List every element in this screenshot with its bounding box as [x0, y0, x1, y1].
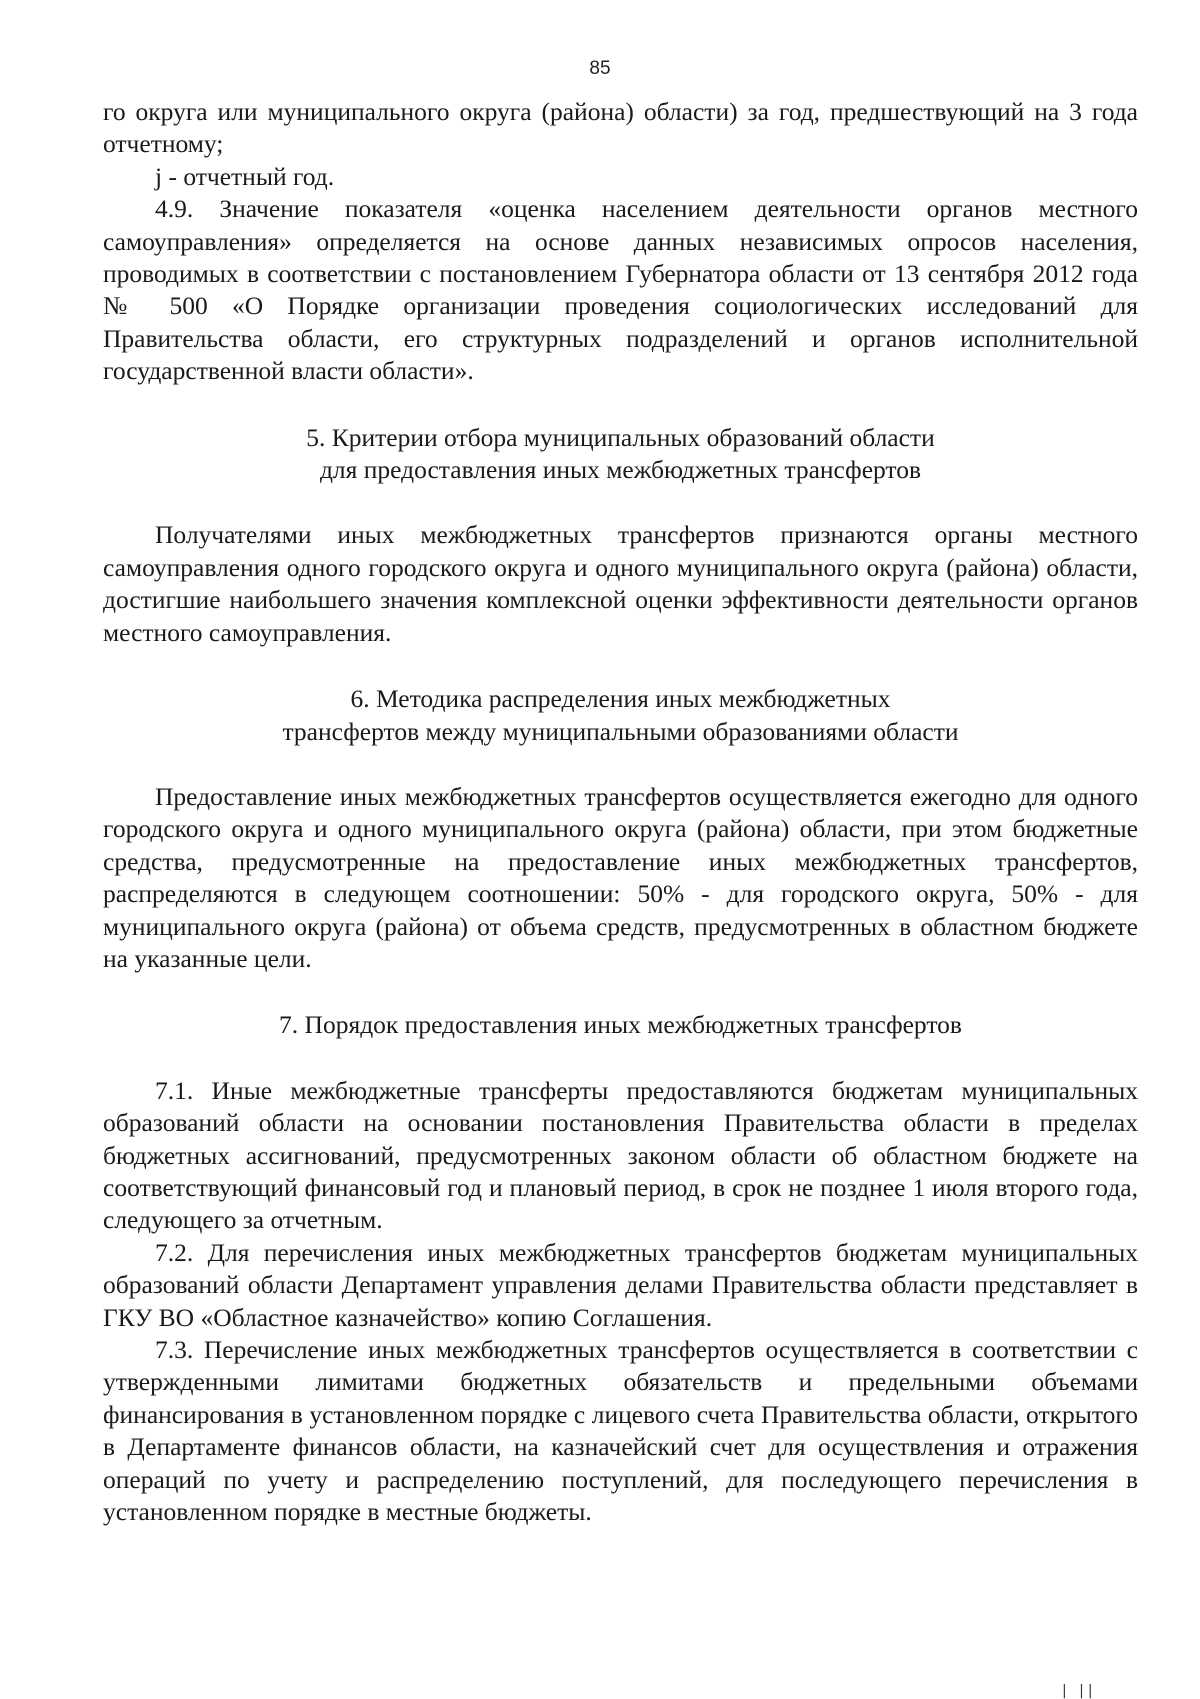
document-body [103, 96, 1138, 1528]
scan-corner-mark: | || [1062, 1683, 1097, 1699]
section-6-heading-line2: трансфертов между муниципальными образованиями области [282, 716, 959, 746]
section-6-heading-line1: 6. Методика распределения иных межбюджетных [350, 684, 891, 714]
paragraph-continuation: го округа или муниципального округа (района) области) за год, предшествующий на 3 года отчетному; [103, 97, 1138, 159]
section-6-text: Предоставление иных межбюджетных трансфертов осуществляется ежегодно для одного городского округа и одного муниципального округа (района) области, при этом бюджетные средства, предусмотренные на предоставление иных межбюджетных трансфертов, распределяются в следующем соотношении: 50% - для городского округа, 50% - для муниципального округа (района) от объема средств, предусмотренных в областном бюджете на указанные цели. [103, 781, 1138, 973]
section-5-heading-line2: для предоставления иных межбюджетных трансфертов [319, 455, 922, 485]
section-5-text: Получателями иных межбюджетных трансфертов признаются органы местного самоуправления одного городского округа и одного муниципального округа (района) области, достигшие наибольшего значения комплексной оценки эффективности деятельности органов местного самоуправления. [103, 520, 1138, 647]
paragraph-7-2: 7.2. Для перечисления иных межбюджетных трансфертов бюджетам муниципальных образований области Департамент управления делами Правительства области представляет в ГКУ ВО «Областное казначейство» копию Соглашения. [103, 1237, 1138, 1332]
paragraph-4-9: 4.9. Значение показателя «оценка населением деятельности органов местного самоуправления» определяется на основе данных независимых опросов населения, проводимых в соответствии с постановлением Губернатора области от 13 сентября 2012 года № 500 «О Порядке организации проведения социологических исследований для Правительства области, его структурных подразделений и органов исполнительной государственной власти области». [103, 194, 1138, 386]
paragraph-j-definition: j - отчетный год. [155, 161, 335, 191]
paragraph-7-1: 7.1. Иные межбюджетные трансферты предоставляются бюджетам муниципальных образований области на основании постановления Правительства области в пределах бюджетных ассигнований, предусмотренных законом области об областном бюджете на соответствующий финансовый год и плановый период, в срок не позднее 1 июля второго года, следующего за отчетным. [103, 1075, 1138, 1235]
paragraph-7-3: 7.3. Перечисление иных межбюджетных трансфертов осуществляется в соответствии с утвержденными лимитами бюджетных обязательств и предельными объемами финансирования в установленном порядке с лицевого счета Правительства области, открытого в Департаменте финансов области, на казначейский счет для осуществления и отражения операций по учету и распределению поступлений, для последующего перечисления в установленном порядке в местные бюджеты. [103, 1335, 1138, 1527]
section-7-heading: 7. Порядок предоставления иных межбюджетных трансфертов [279, 1010, 962, 1040]
section-6-heading [103, 683, 1138, 748]
page-number: 85 [589, 58, 611, 79]
section-5-heading [103, 422, 1138, 487]
section-5-heading-line1: 5. Критерии отбора муниципальных образований области [306, 422, 935, 452]
